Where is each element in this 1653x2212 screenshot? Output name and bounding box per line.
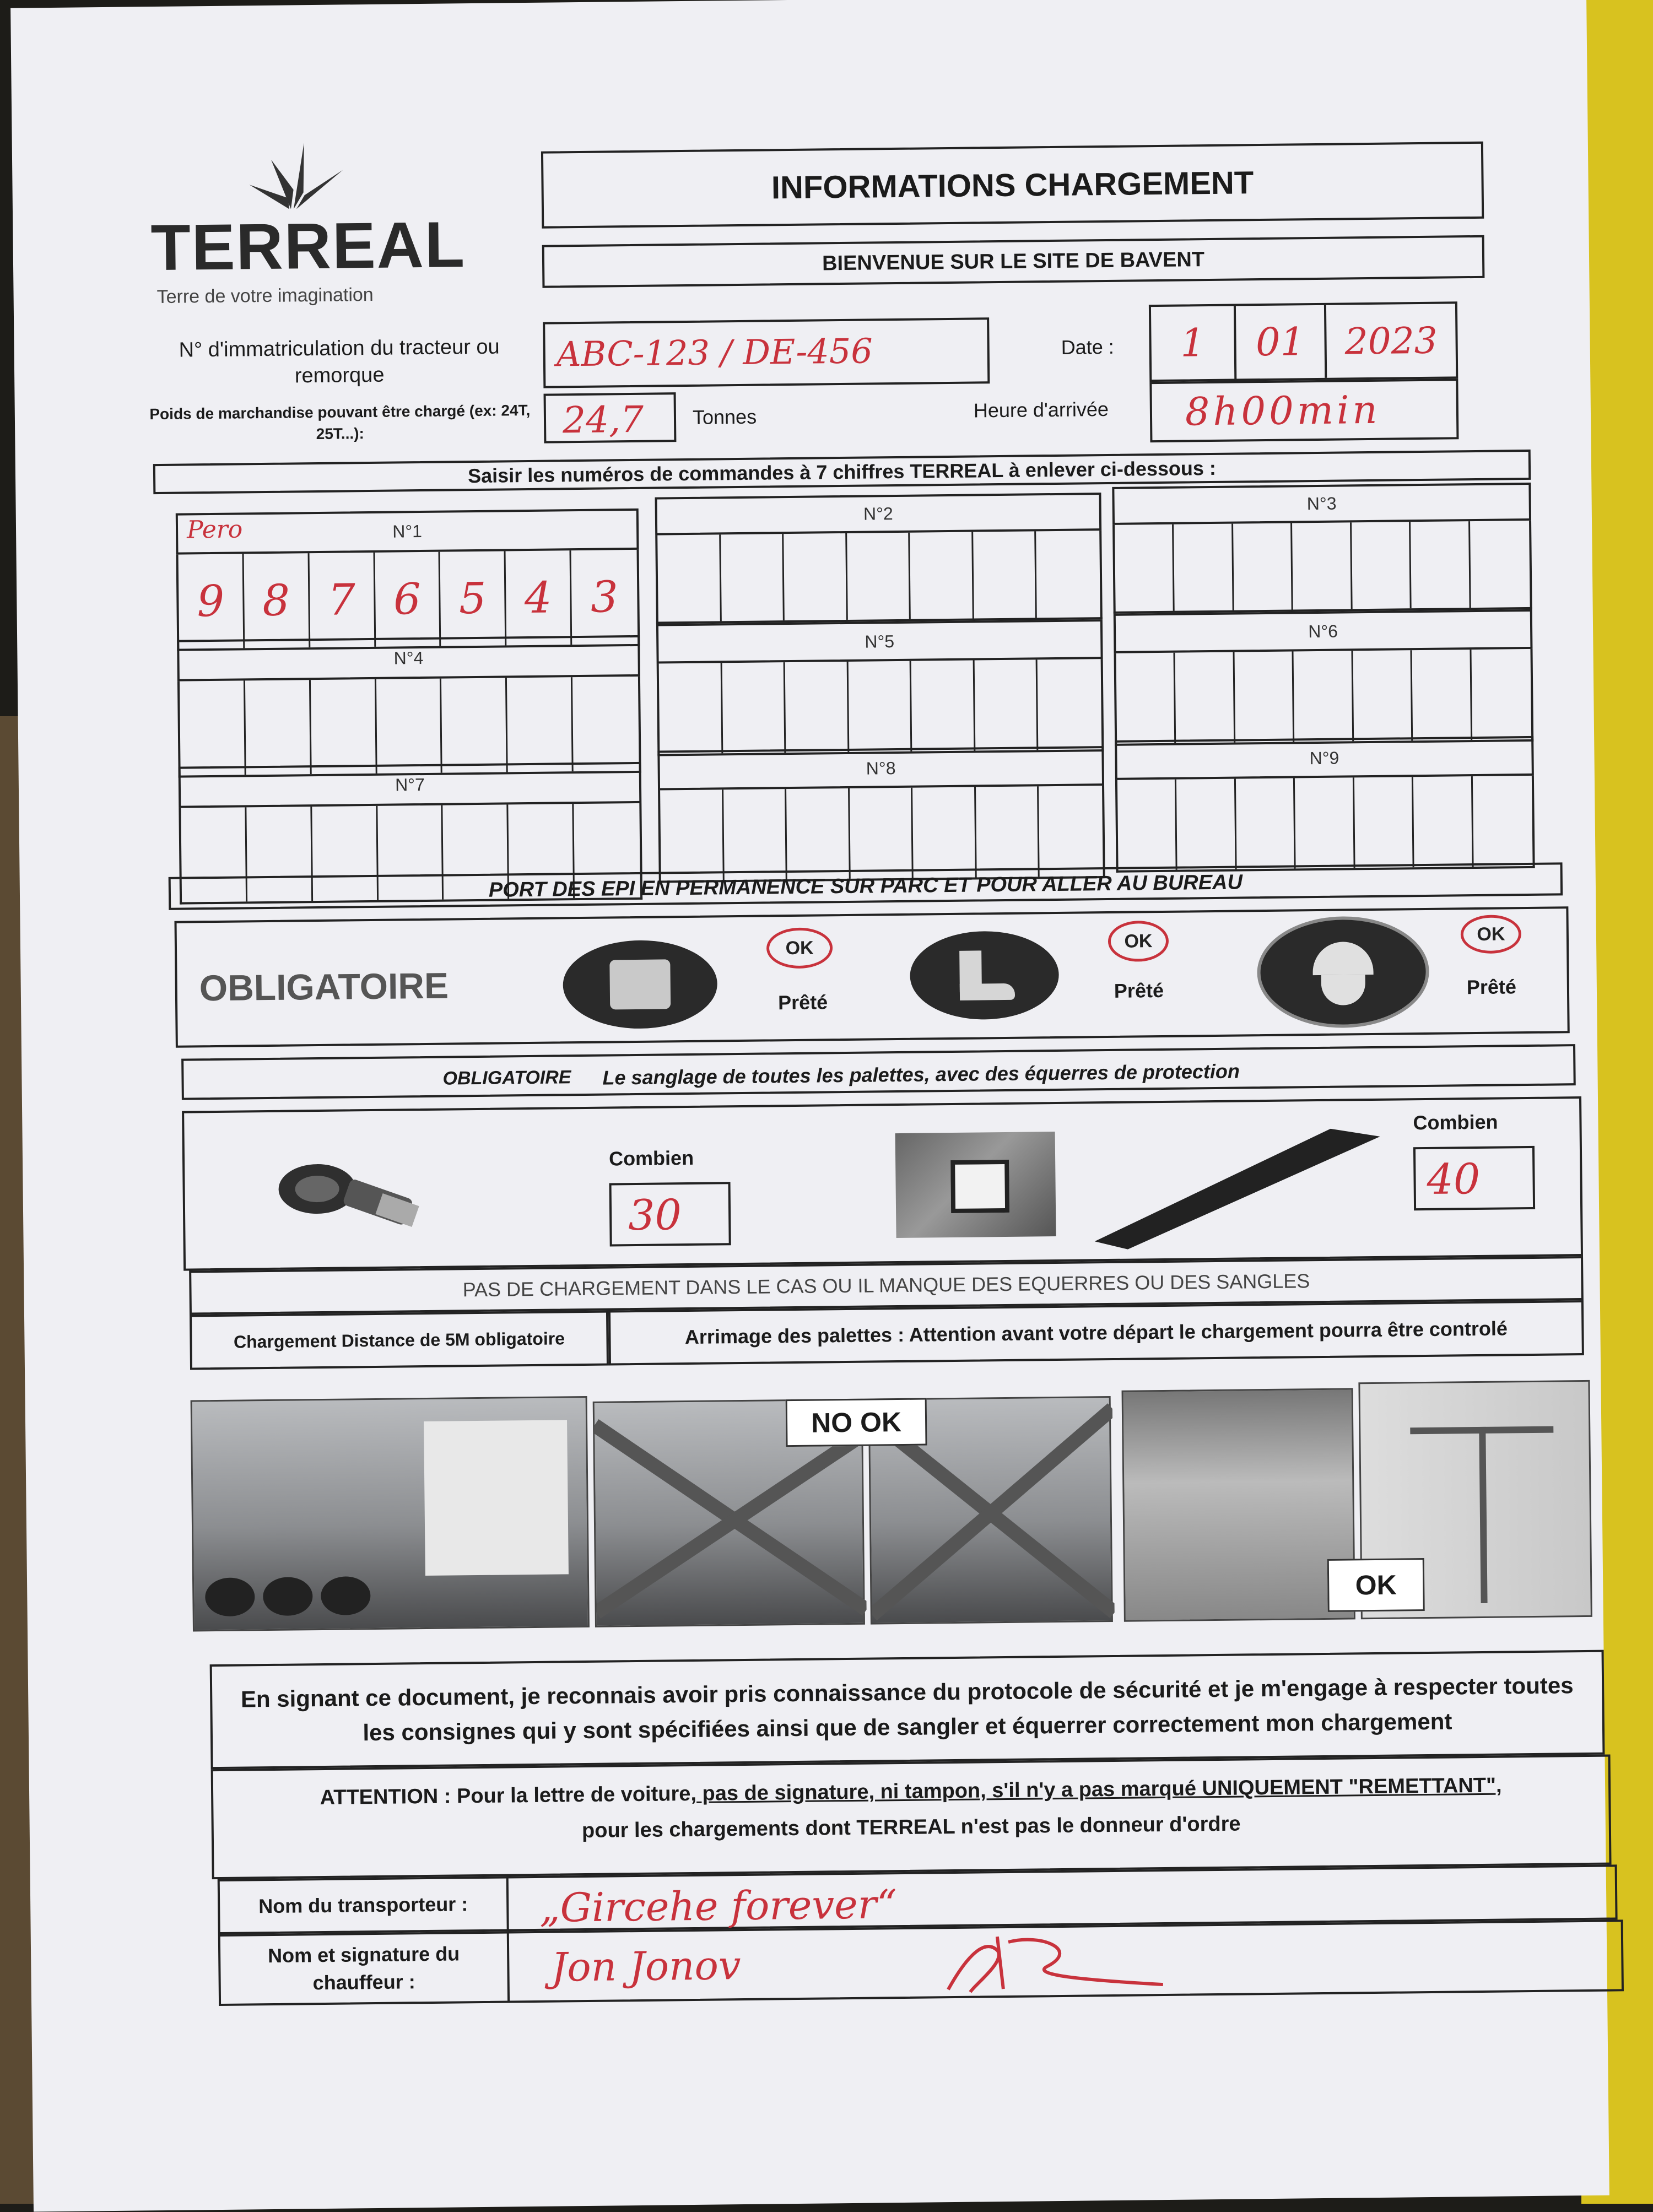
- order-digit-cell[interactable]: [912, 787, 976, 878]
- order-digit-cell[interactable]: [1352, 522, 1412, 609]
- arrival-value: 8h00min: [1185, 387, 1381, 435]
- orders-instruction-text: Saisir les numéros de commandes à 7 chiffres TERREAL à enlever ci-dessous :: [467, 456, 1217, 487]
- order-digit-cell[interactable]: 8: [244, 553, 310, 648]
- order-digit-cell[interactable]: [311, 679, 377, 774]
- order-digit-cell[interactable]: [1038, 659, 1101, 750]
- order-digit-cell[interactable]: [507, 677, 574, 772]
- attention-text-2: pas de signature, ni tampon, s'il n'y a pas marqué UNIQUEMENT "REMETTANT",: [696, 1773, 1502, 1805]
- vest-ok-mark[interactable]: OK: [766, 927, 833, 969]
- order-digit-cell[interactable]: [1354, 777, 1414, 868]
- form-title: [541, 142, 1484, 229]
- corners-count-label: Combien: [1413, 1110, 1498, 1134]
- order-block-label: N°8: [657, 746, 1104, 790]
- plate-label: N° d'immatriculation du tracteur ou remorque: [179, 335, 500, 388]
- order-digit-cell[interactable]: 4: [506, 550, 572, 645]
- epi-section: [175, 906, 1570, 1047]
- order-digit-cell[interactable]: [973, 531, 1037, 618]
- order-digit-cell[interactable]: [722, 662, 786, 753]
- weight-field[interactable]: [544, 392, 677, 444]
- weight-unit: Tonnes: [692, 405, 757, 429]
- order-digit-cell[interactable]: [1117, 780, 1177, 870]
- order-digit-cell[interactable]: [1353, 650, 1413, 741]
- order-digit-row: [655, 531, 1103, 624]
- arrival-label: Heure d'arrivée: [973, 397, 1109, 422]
- straps-count-label: Combien: [608, 1146, 694, 1170]
- order-digit-cell[interactable]: [784, 533, 847, 620]
- order-digit-cell[interactable]: [721, 534, 785, 621]
- truck-distance-photo: [191, 1396, 590, 1632]
- plate-value: ABC-123 / DE-456: [556, 331, 873, 375]
- order-digit-cell[interactable]: [848, 661, 912, 752]
- plate-field[interactable]: [543, 317, 990, 388]
- order-digit-cell[interactable]: [1411, 521, 1471, 608]
- order-digit-cell[interactable]: [376, 679, 442, 774]
- helmet-loan-label: Prêté: [1466, 975, 1517, 999]
- order-digit-cell[interactable]: [1472, 776, 1532, 867]
- epi-required-label: OBLIGATOIRE: [199, 965, 449, 1009]
- order-digit-cell[interactable]: [441, 678, 508, 772]
- loading-form-sheet: [10, 0, 1609, 2212]
- strapping-required-label: OBLIGATOIRE: [442, 1067, 571, 1089]
- order-block-label: N°1: [176, 509, 639, 555]
- driver-row: [218, 1919, 1624, 2006]
- order-digit-cell[interactable]: [1471, 649, 1531, 740]
- order-digit-cell[interactable]: [1115, 524, 1175, 612]
- order-digit-cell[interactable]: 7: [309, 553, 376, 647]
- terreal-logo: [150, 136, 466, 321]
- order-digit-cell[interactable]: [1233, 523, 1293, 610]
- driver-label: Nom et signature du chauffeur :: [220, 1933, 510, 2003]
- hard-hat-icon: [1257, 916, 1430, 1029]
- carrier-value[interactable]: „Gircehe forever“: [539, 1881, 898, 1931]
- order-digit-cell[interactable]: [847, 533, 911, 620]
- order-digit-cell[interactable]: [1292, 522, 1352, 609]
- attention-box: [211, 1755, 1612, 1880]
- distance-rule-text: Chargement Distance de 5M obligatoire: [233, 1328, 565, 1352]
- ratchet-strap-icon: [267, 1149, 434, 1245]
- no-ok-label: NO OK: [786, 1398, 927, 1447]
- pallet-corner-photo: [895, 1132, 1056, 1238]
- date-month: 01: [1236, 305, 1327, 379]
- safety-vest-icon: [563, 939, 718, 1029]
- distance-rule: [190, 1311, 609, 1370]
- date-field[interactable]: [1149, 301, 1458, 382]
- order-digit-cell[interactable]: [785, 662, 849, 753]
- order-digit-row: [1112, 521, 1532, 614]
- declaration-text: En signant ce document, je reconnais avoir pris connaissance du protocole de sécurité et je m'engage à respecter toutes les consignes qui y sont spécifiées ainsi que de sangler et équerrer correctement mon chargement: [240, 1672, 1574, 1746]
- attention-text-3: pour les chargements dont TERREAL n'est pas le donneur d'ordre: [581, 1812, 1241, 1842]
- terreal-leaf-icon: [238, 137, 349, 215]
- driver-value[interactable]: Jon Jonov: [550, 1942, 741, 1991]
- brand-tagline: Terre de votre imagination: [156, 284, 374, 308]
- order-digit-row: [657, 659, 1104, 756]
- no-loading-text: PAS DE CHARGEMENT DANS LE CAS OU IL MANQUE DES EQUERRES OU DES SANGLES: [462, 1269, 1310, 1301]
- order-digit-cell[interactable]: [1236, 778, 1296, 869]
- order-block-label: N°2: [655, 493, 1101, 535]
- form-title-text: INFORMATIONS CHARGEMENT: [771, 164, 1254, 205]
- order-digit-cell[interactable]: [660, 789, 724, 880]
- ok-label: OK: [1327, 1558, 1425, 1612]
- date-label: Date :: [1061, 335, 1114, 359]
- welcome-banner: [542, 235, 1485, 288]
- order-block-label: N°5: [656, 619, 1103, 663]
- order-digit-cell[interactable]: [910, 532, 974, 619]
- driver-signature: [937, 1927, 1169, 2000]
- good-securing-photo-1: [1122, 1388, 1355, 1621]
- order-digit-cell[interactable]: [1412, 650, 1472, 740]
- order-digit-row: [1115, 776, 1535, 873]
- boot-ok-mark[interactable]: OK: [1108, 921, 1169, 962]
- order-digit-cell[interactable]: [1116, 653, 1176, 744]
- weight-value: 24,7: [562, 398, 644, 442]
- epi-banner-text: PORT DES EPI EN PERMANENCE SUR PARC ET POUR ALLER AU BUREAU: [488, 870, 1243, 902]
- order-digit-cell[interactable]: [1174, 524, 1234, 611]
- date-day: 1: [1151, 306, 1236, 380]
- order-digit-cell[interactable]: [786, 788, 850, 879]
- welcome-text: BIENVENUE SUR LE SITE DE BAVENT: [822, 247, 1205, 275]
- arrival-field[interactable]: [1149, 378, 1458, 442]
- order-note: Pero: [186, 515, 243, 544]
- order-digit-cell[interactable]: [1294, 651, 1354, 742]
- carrier-label: Nom du transporteur :: [220, 1878, 509, 1932]
- order-digit-cell[interactable]: 6: [375, 552, 441, 647]
- order-digit-cell[interactable]: [911, 661, 975, 751]
- order-digit-cell[interactable]: [974, 659, 1038, 750]
- strapping-rule-text: Le sanglage de toutes les palettes, avec des équerres de protection: [602, 1059, 1240, 1089]
- safety-boot-icon: [910, 931, 1060, 1020]
- brand-name: TERREAL: [150, 208, 466, 285]
- corner-protector-icon: [1094, 1128, 1381, 1252]
- order-digit-cell[interactable]: [723, 789, 787, 880]
- order-block-label: N°3: [1112, 483, 1531, 525]
- date-year: 2023: [1344, 319, 1438, 363]
- securing-rule-text: Arrimage des palettes : Attention avant votre départ le chargement pourra être controlé: [684, 1317, 1508, 1349]
- order-digit-cell[interactable]: [850, 788, 914, 879]
- straps-count-value: 30: [628, 1190, 682, 1240]
- strapping-section: [182, 1096, 1583, 1271]
- order-digit-cell[interactable]: [1039, 786, 1103, 877]
- order-digit-cell[interactable]: [180, 680, 246, 775]
- declaration-box: [210, 1650, 1605, 1769]
- order-digit-cell[interactable]: [1234, 651, 1294, 742]
- order-block-label: N°4: [177, 635, 640, 682]
- order-digit-cell[interactable]: [659, 663, 723, 754]
- helmet-ok-mark[interactable]: OK: [1461, 915, 1522, 954]
- strapping-rule: [181, 1044, 1576, 1100]
- order-digit-cell[interactable]: [1413, 776, 1473, 867]
- order-digit-cell[interactable]: [1175, 652, 1235, 743]
- straps-count-field[interactable]: [609, 1182, 731, 1246]
- boot-loan-label: Prêté: [1114, 978, 1164, 1002]
- attention-text-1: ATTENTION : Pour la lettre de voiture,: [320, 1782, 697, 1810]
- securing-rule: [608, 1300, 1584, 1366]
- order-block-label: N°6: [1114, 609, 1533, 653]
- order-digit-cell[interactable]: 9: [179, 554, 245, 648]
- order-digit-cell[interactable]: 3: [590, 572, 619, 623]
- order-digit-cell[interactable]: [572, 677, 639, 771]
- order-digit-cell[interactable]: [1470, 521, 1530, 608]
- order-digit-cell[interactable]: [976, 786, 1040, 877]
- corners-count-value: 40: [1427, 1154, 1481, 1204]
- order-block-label: N°7: [179, 762, 642, 808]
- order-block-label: N°9: [1115, 736, 1534, 780]
- order-digit-cell[interactable]: [1295, 777, 1355, 868]
- order-digit-row: [1114, 649, 1534, 746]
- vest-loan-label: Prêté: [777, 991, 828, 1014]
- order-digit-cell[interactable]: [1036, 531, 1100, 618]
- order-digit-cell[interactable]: 5: [440, 551, 507, 646]
- order-digit-cell[interactable]: [1176, 779, 1236, 870]
- corners-count-field[interactable]: [1413, 1146, 1535, 1210]
- order-digit-cell[interactable]: [657, 534, 721, 621]
- order-digit-cell[interactable]: [245, 680, 312, 775]
- weight-label: Poids de marchandise pouvant être chargé (ex: 24T, 25T...):: [149, 401, 531, 443]
